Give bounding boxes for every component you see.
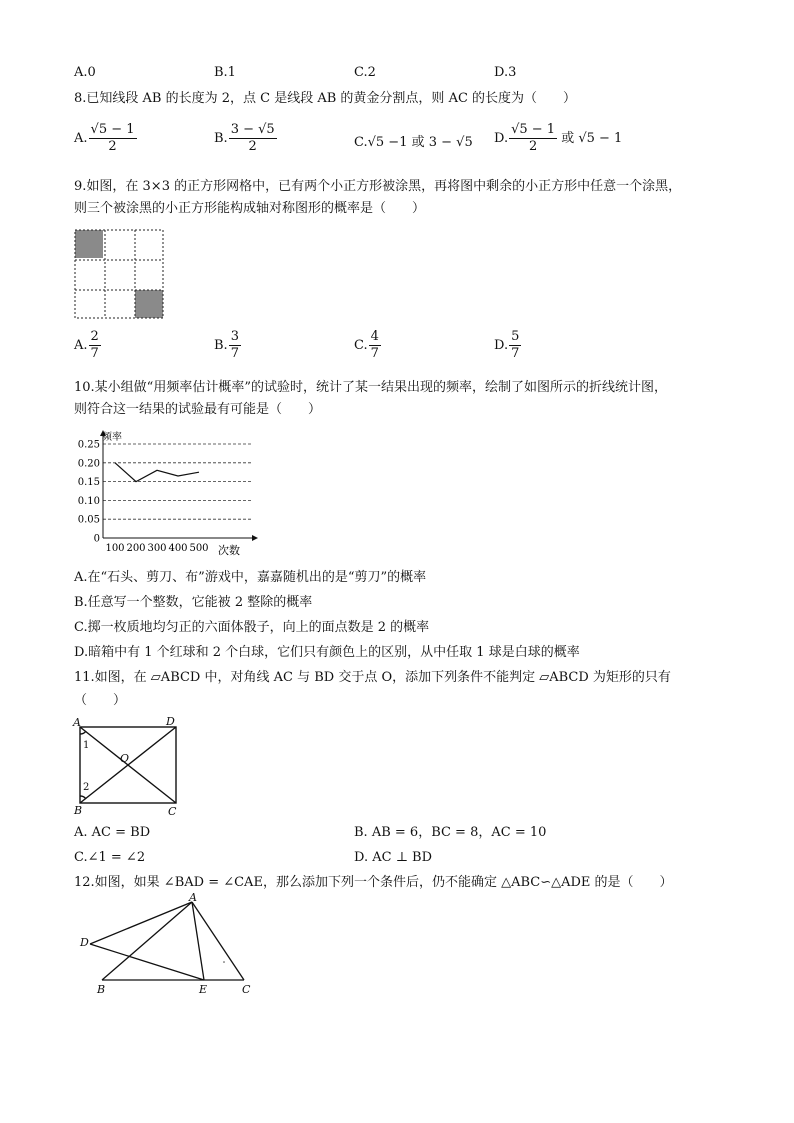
q9-option-a: A. $\frac{2}{7}$ — [74, 329, 99, 361]
x-axis-label: 次数 — [218, 544, 240, 557]
q10-option-b: B.任意写一个整数，它能被 2 整除的概率 — [74, 595, 313, 610]
label-B: B — [74, 804, 83, 817]
y-tick-label-5: 0.25 — [77, 439, 100, 451]
q11-option-a: A. AC = BD — [74, 825, 151, 840]
q7-option-a: A.0 — [74, 65, 96, 80]
q11-option-d: D. AC ⊥ BD — [354, 850, 433, 865]
label-angle-2: 2 — [83, 782, 90, 793]
q8-stem: 8.已知线段 AB 的长度为 2，点 C 是线段 AB 的黄金分割点，则 AC 的长度为（ ） — [74, 91, 577, 106]
y-tick-label-3: 0.15 — [77, 477, 100, 489]
q8-option-c: C.√5 −1 或 3 − √5 — [354, 135, 473, 150]
y-axis-label: 频率 — [102, 432, 122, 443]
q9-stem-line2: 则三个被涂黑的小正方形能构成轴对称图形的概率是（ ） — [74, 201, 426, 216]
q10-option-c: C.掷一枚质地均匀正的六面体骰子，向上的面点数是 2 的概率 — [74, 620, 430, 635]
y-tick-label-0: 0 — [93, 533, 100, 545]
q8-option-b: B. $\frac{3 - √5}{2}$ — [214, 122, 275, 154]
x-tick-label-4: 500 — [189, 543, 209, 554]
q9-option-c: C. $\frac{4}{7}$ — [354, 329, 379, 361]
label-O: O — [120, 752, 130, 765]
label-C: C — [242, 983, 251, 996]
grid-cell-shaded-bottom-right — [135, 290, 163, 318]
q10-stem-line2: 则符合这一结果的试验最有可能是（ ） — [74, 402, 322, 417]
q10-stem-line1: 10.某小组做“用频率估计概率”的试验时，统计了某一结果出现的频率，绘制了如图所示的折线统计图， — [74, 380, 667, 395]
q11-rectangle-figure — [70, 714, 190, 818]
q11-option-b: B. AB = 6，BC = 8，AC = 10 — [354, 825, 547, 840]
q8-option-d: D. $\frac{√5 - 1}{2}$ 或 √5 − 1 — [494, 122, 623, 154]
label-D: D — [80, 936, 89, 949]
frequency-line-chart — [70, 424, 270, 559]
grid-cell-shaded-top-left — [75, 230, 103, 258]
q9-grid-figure — [74, 229, 166, 321]
y-tick-label-4: 0.20 — [77, 458, 100, 470]
label-D: D — [166, 715, 175, 728]
q7-option-c: C.2 — [354, 65, 376, 80]
label-angle-1: 1 — [83, 740, 90, 751]
q7-option-d: D.3 — [494, 65, 517, 80]
label-E: E — [199, 983, 208, 996]
q7-option-b: B.1 — [214, 65, 236, 80]
x-tick-label-3: 400 — [168, 543, 188, 554]
series-line — [115, 463, 199, 482]
q12-triangle-figure — [74, 892, 264, 1000]
x-tick-label-1: 200 — [126, 543, 146, 554]
x-tick-label-2: 300 — [147, 543, 167, 554]
q8-option-a: A. $\frac{√5 - 1}{2}$ — [74, 122, 135, 154]
label-B: B — [97, 983, 106, 996]
y-tick-label-1: 0.05 — [77, 514, 100, 526]
x-axis-arrow — [252, 535, 258, 541]
x-tick-label-0: 100 — [105, 543, 125, 554]
q12-stem: 12.如图，如果 ∠BAD = ∠CAE，那么添加下列一个条件后，仍不能确定 △ABC∽△ADE 的是（ ） — [74, 875, 673, 890]
y-tick-label-2: 0.10 — [77, 495, 100, 507]
q9-option-b: B. $\frac{3}{7}$ — [214, 329, 239, 361]
q10-option-a: A.在“石头、剪刀、布”游戏中，嘉嘉随机出的是“剪刀”的概率 — [74, 570, 427, 585]
label-C: C — [168, 805, 177, 818]
label-A: A — [73, 716, 81, 729]
q11-option-c: C.∠1 = ∠2 — [74, 850, 146, 865]
q9-stem-line1: 9.如图，在 3×3 的正方形网格中，已有两个小正方形被涂黑，再将图中剩余的小正方形中任意一个涂黑， — [74, 179, 682, 194]
q11-stem-line1: 11.如图，在 ▱ABCD 中，对角线 AC 与 BD 交于点 O，添加下列条件不能判定 ▱ABCD 为矩形的只有 — [74, 670, 671, 685]
label-A: A — [189, 892, 197, 904]
q11-stem-line2: （ ） — [74, 693, 127, 708]
q10-option-d: D.暗箱中有 1 个红球和 2 个白球，它们只有颜色上的区别，从中任取 1 球是白球的概率 — [74, 645, 580, 660]
q9-option-d: D. $\frac{5}{7}$ — [494, 329, 520, 361]
